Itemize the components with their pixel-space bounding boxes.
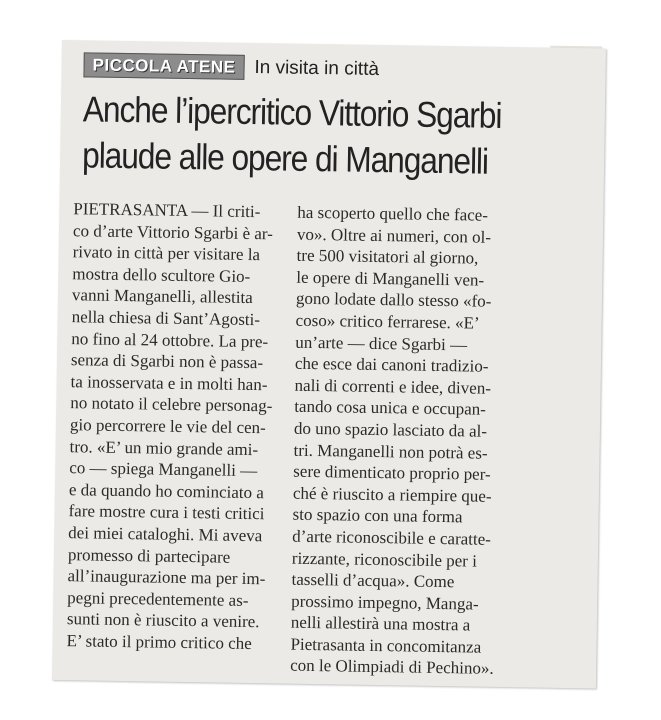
body-text-line: co — spiega Manganelli — (69, 458, 258, 481)
body-text-line: tri. Manganelli non potrà es- (293, 440, 488, 463)
headline-line: plaude alle opere di Manganelli (81, 134, 489, 182)
body-text-line: nelli allestirà una mostra a (290, 612, 471, 635)
body-text-line: dei miei cataloghi. Mi aveva (68, 523, 263, 546)
body-text-line: sere dimenticato proprio per- (293, 461, 491, 484)
body-text-line: co d’arte Vittorio Sgarbi è ar- (72, 220, 274, 243)
body-text-line: Pietrasanta in concomitanza (290, 634, 482, 657)
body-text-line: tre 500 visitatori al giorno, (296, 245, 479, 268)
body-text-line: no fino al 24 ottobre. La pre- (71, 328, 269, 351)
body-text-line: coso» critico ferrarese. «E’ (295, 310, 480, 333)
body-text-line: rivato in città per visitare la (72, 242, 261, 265)
body-text-line: ta inosservata e in molti han- (70, 371, 268, 395)
body-text-line: no notato il celebre personag- (70, 393, 273, 416)
article-headline (82, 86, 532, 185)
headline-line: Anche l’ipercritico Vittorio Sgarbi (82, 88, 502, 136)
body-text-line: PIETRASANTA — Il criti- (73, 199, 261, 222)
body-text-line: vanni Manganelli, allestita (71, 285, 253, 308)
body-text-line: promesso di partecipare (67, 544, 231, 567)
body-text-line: e da quando ho cominciato a (68, 479, 265, 502)
body-text-line: le opere di Manganelli ven- (296, 267, 485, 290)
body-text-line: nella chiesa di Sant’Agosti- (71, 307, 261, 330)
body-text-line: nali di correnti e idee, diven- (294, 375, 492, 398)
body-text-line: E’ stato il primo critico che (66, 631, 252, 653)
body-text-line: all’inaugurazione ma per im- (67, 566, 266, 589)
body-text-line: gio percorrere le vie del cen- (69, 415, 266, 438)
body-text-line: ché è riuscito a riempire que- (292, 483, 492, 506)
body-text-line: sunti non è riuscito a venire. (66, 609, 260, 632)
body-text-line: rizzante, riconoscibile per i (291, 548, 478, 571)
section-kicker: PICCOLA ATENE (83, 52, 244, 80)
body-text-line: prossimo impegno, Manga- (291, 591, 479, 614)
column-left (66, 198, 285, 676)
body-text-line: d’arte riconoscibile e caratte- (292, 526, 492, 549)
body-text-line: che esce dai canoni tradizio- (294, 353, 489, 376)
body-text-line: senza di Sgarbi non è passa- (70, 350, 264, 373)
body-text-line: un’arte — dice Sgarbi — (295, 332, 468, 354)
body-text-line: mostra dello scultore Gio- (72, 263, 251, 286)
body-text-line: con le Olimpiadi di Pechino». (290, 656, 494, 679)
newspaper-clipping (52, 40, 606, 688)
article-subtitle: In visita in città (254, 56, 380, 80)
body-text-line: do uno spazio lasciato da al- (293, 418, 488, 441)
body-text-line: fare mostre cura i testi critici (68, 501, 265, 524)
body-text-line: pegni precedentemente as- (67, 587, 249, 610)
kicker-bar (83, 52, 379, 82)
body-text-line: vo». Oltre ai numeri, con ol- (296, 224, 492, 247)
body-text-line: gono lodate dallo stesso «fo- (295, 289, 492, 312)
body-text-line: tasselli d’acqua». Come (291, 569, 455, 592)
body-text-line: sto spazio con una forma (292, 504, 463, 527)
body-text-line: ha scoperto quello che face- (297, 202, 489, 225)
column-right (288, 202, 507, 680)
body-text-line: tando cosa unica e occupan- (294, 397, 487, 420)
article-body (66, 198, 507, 680)
body-text-line: tro. «E’ un mio grande ami- (69, 436, 259, 459)
